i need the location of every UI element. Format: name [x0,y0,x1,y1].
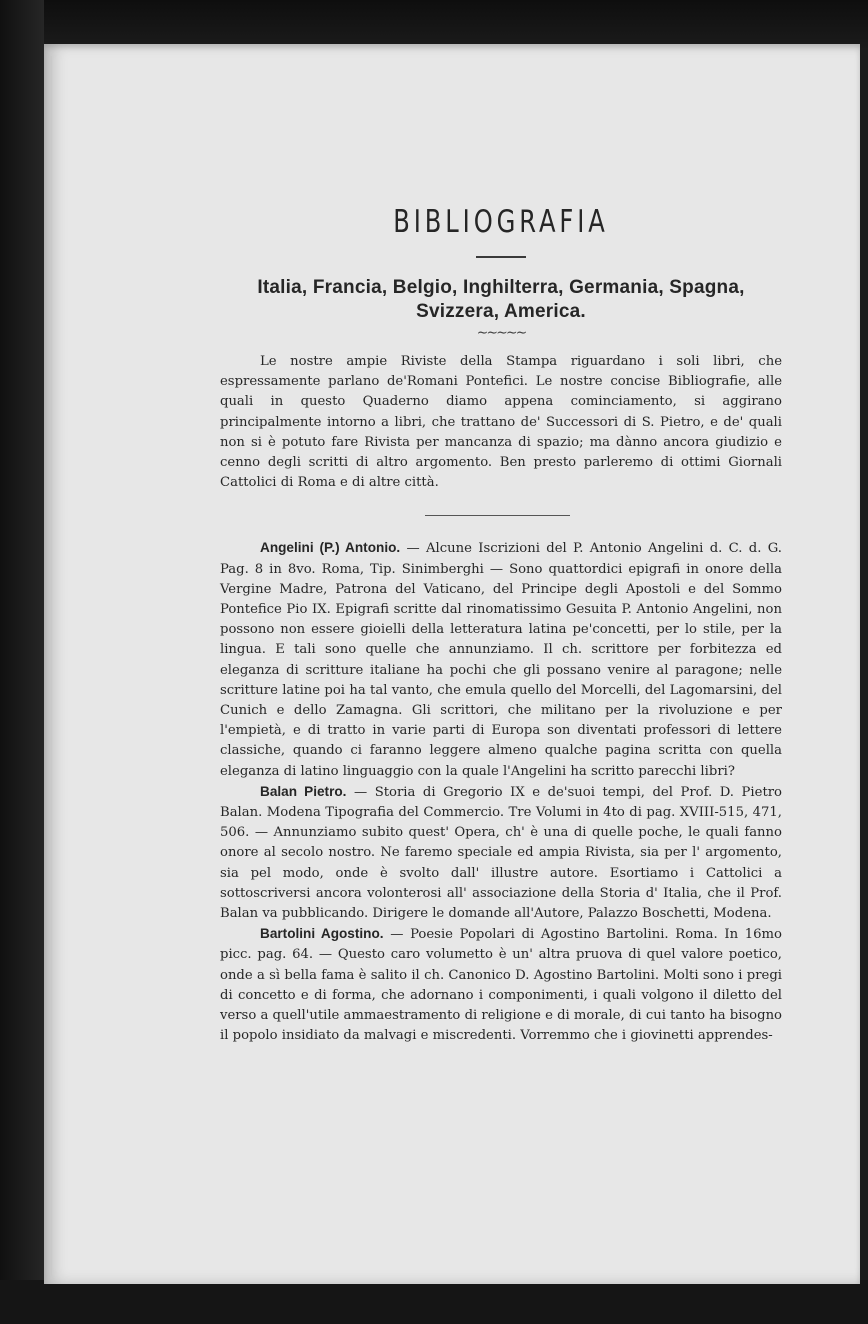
page-title: BIBLIOGRAFIA [393,204,609,240]
ornament-divider: ∼∼∼∼∼ [476,325,526,341]
entry-body: — Storia di Gregorio IX e de'suoi tempi, del Prof. D. Pietro Balan. Modena Tipografia del Commercio. Tre Volumi in 4to di pag. XVIII-515, 471, 506. — Annunziamo subito quest' Opera, ch' è una di quelle poche, le quali fanno onore al secolo nostro. Ne faremo speciale ed ampia Rivista, sia per l' argomento, sia pel modo, onde è svolto dall' illustre autore. Esortiamo i Cattolici a sottoscriversi ancora volonterosi all' associazione della Storia d' Italia, che il Prof. Balan va pubblicando. Dirigere le domande all'Autore, Palazzo Boschetti, Modena. [220,784,782,922]
intro-paragraph: Le nostre ampie Riviste della Stampa riguardano i soli libri, che espressamente parlano de'Romani Pontefici. Le nostre concise Bibliografie, alle quali in questo Quaderno diamo appena cominciamento, si aggirano principalmente intorno a libri, che trattano de' Successori di S. Pietro, e de' quali non si è potuto fare Rivista per mancanza di spazio; ma dànno ancora giudizio e cenno degli scritti di altro argomento. Ben presto parleremo di ottimi Giornali Cattolici di Roma e di altre città. [220,354,782,491]
title-rule [476,256,526,258]
page-gutter-line [50,56,52,1276]
scan-background-top [0,0,868,48]
entry-heading: Balan Pietro. [260,783,347,799]
entry-body: — Poesie Popolari di Agostino Bartolini. Roma. In 16mo picc. pag. 64. — Questo caro volumetto è un' altra pruova di quel valore poetico, onde a sì bella fama è salito il ch. Canonico D. Agostino Bartolini. Molti sono i pregi di concetto e di forma, che adornano i componimenti, i quali volgono il diletto del verso a quell'utile ammaestramento di religione e di morale, di cui tanto ha bisogno il popolo insidiato da malvagi e miscredenti. Vorremmo che i giovinetti apprendes- [220,927,782,1044]
section-divider [425,515,570,516]
bibliography-entry-balan [220,782,782,924]
entry-body: — Alcune Iscrizioni del P. Antonio Angelini d. C. d. G. Pag. 8 in 8vo. Roma, Tip. Sinimberghi — Sono quattordici epigrafi in onore della Vergine Madre, Patrona del Vaticano, del Principe degli Apostoli e del Sommo Pontefice Pio IX. Epigrafi scritte dal rinomatissimo Gesuita P. Antonio Angelini, non possono non essere gioielli della letteratura latina pe'concetti, per lo stile, per la lingua. E tali sono quelle che annunziamo. Il ch. scrittore per forbitezza ed eleganza di scritture italiane ha pochi che gli possano venire al paragone; nelle scritture latine poi ha tal vanto, che emula quello del Morcelli, del Lagomarsini, del Cunich e dello Zamagna. Gli scrittori, che militano per la rivoluzione e per l'empietà, e di tratto in varie parti di Europa son diventati professori di lettere classiche, quando ci faranno leggere almeno qualche pagina scritta con quella eleganza di latino linguaggio con la quale l'Angelini ha scritto parecchi libri? [220,541,782,779]
page-content [220,200,782,1047]
scan-background-bottom [0,1280,868,1324]
scan-background-left [0,0,44,1324]
bibliography-entry-angelini [220,538,782,781]
entry-heading: Angelini (P.) Antonio. [260,540,401,556]
section-subtitle: Italia, Francia, Belgio, Inghilterra, Germania, Spagna, Svizzera, America. [257,277,745,322]
entry-heading: Bartolini Agostino. [260,926,384,942]
bibliography-entry-bartolini [220,924,782,1046]
